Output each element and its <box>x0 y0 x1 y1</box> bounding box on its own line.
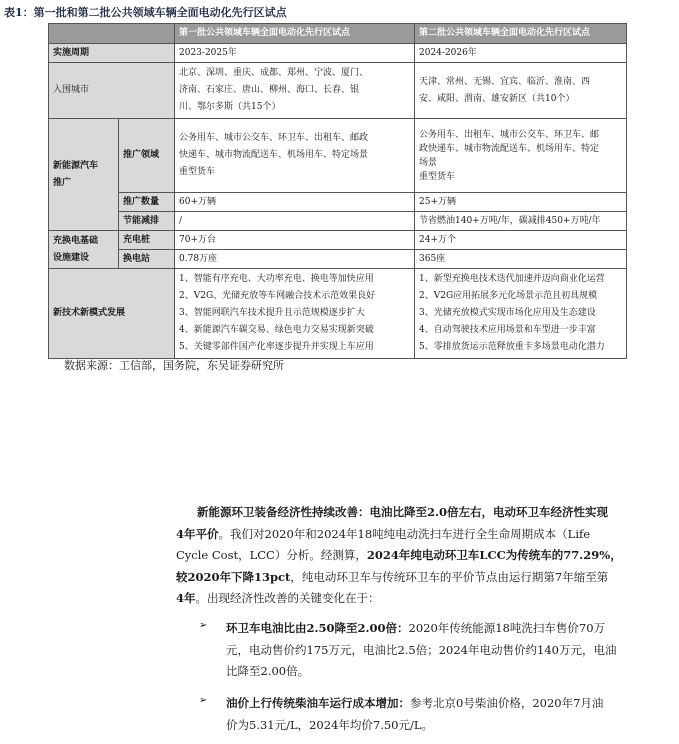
text-line: 1、新型充换电技术迭代加速并迈向商业化运营 <box>419 274 605 284</box>
text: Cycle Cost，LCC）分析。经测算， <box>176 548 367 563</box>
text-line: 政快递车、城市物流配送车、机场用车、特定 <box>419 143 600 154</box>
text-line: 充换电基础 <box>53 235 99 246</box>
text: 。我们对2020年和2024年18吨纯电动洗扫车进行全生命周期成本（Life <box>218 526 591 541</box>
text-line: 川、鄂尔多斯（共15个） <box>179 102 281 112</box>
bullet-line <box>226 693 632 715</box>
row-label-infra <box>49 231 119 269</box>
arrow-bullet-icon: ➢ <box>199 620 208 631</box>
data-source-note: 数据来源：工信部，国务院，东吴证券研究所 <box>64 359 284 372</box>
table-caption: 表1：第一批和第二批公共领域车辆全面电动化先行区试点 <box>4 6 287 19</box>
bold-text: 环卫车电油比由2.50降至2.00倍： <box>226 621 409 635</box>
text-line: 1、智能有序充电、大功率充电、换电等加快应用 <box>179 274 374 284</box>
text-line: 5、关键零部件国产化率逐步提升并实现上车应用 <box>179 342 374 352</box>
text-line: 3、光储充放模式实现市场化应用及生态建设 <box>419 308 596 318</box>
text-line: 重型货车 <box>179 167 216 177</box>
field-batch2 <box>415 119 627 193</box>
header-empty-cell <box>49 24 175 44</box>
swap-batch1: 0.78万座 <box>175 250 415 269</box>
text-line: 场景 <box>419 157 438 168</box>
row-label-period: 实施周期 <box>49 44 175 63</box>
row-label-nev <box>49 119 119 231</box>
sub-label-saving: 节能减排 <box>119 212 175 231</box>
text-line: 2、V2G、光储充放等车网融合技术示范效果良好 <box>179 291 376 301</box>
paragraph-line <box>176 524 634 546</box>
bullet-line: 价为5.31元/L，2024年均价7.50元/L。 <box>226 717 433 732</box>
table-row-nev-qty <box>49 193 627 212</box>
arrow-bullet-icon: ➢ <box>199 695 208 706</box>
table-row-nev-field <box>49 119 627 193</box>
text-line: 4、自动驾驶技术应用场景和车型进一步丰富 <box>419 325 596 335</box>
paragraph-line <box>176 567 634 589</box>
pilot-comparison-table <box>48 23 627 359</box>
period-batch1: 2023-2025年 <box>175 44 415 63</box>
text-line: 设施建设 <box>53 252 90 263</box>
bullet-content <box>226 618 632 683</box>
text-line: 4、新能源汽车碳交易、绿色电力交易实现新突破 <box>179 325 374 335</box>
sub-label-field: 推广领域 <box>119 119 175 193</box>
text-line: 2、V2G应用拓展多元化场景示范且初具规模 <box>419 291 598 301</box>
bullet-content <box>226 693 632 736</box>
economics-paragraph <box>176 502 634 610</box>
sub-label-swap: 换电站 <box>119 250 175 269</box>
text-line: 新能源汽车 <box>53 160 99 171</box>
period-batch2: 2024-2026年 <box>415 44 627 63</box>
bold-text: 较2020年下降13pct <box>176 569 291 584</box>
table-row-tech <box>49 269 627 359</box>
field-batch1 <box>175 119 415 193</box>
text: ，纯电动环卫车与传统环卫车的平价节点由运行期第7年缩至第 <box>290 569 609 584</box>
text: 。出现经济性改善的关键变化在于： <box>195 591 380 606</box>
bold-text: 4年平价 <box>176 526 219 541</box>
text-line: 5、零排放货运示范释放重卡多场景电动化潜力 <box>419 342 605 352</box>
text: 参考北京0号柴油价格，2020年7月油 <box>410 696 604 710</box>
table-row-infra-swap <box>49 250 627 269</box>
tech-batch2 <box>415 269 627 359</box>
sub-label-qty: 推广数量 <box>119 193 175 212</box>
bold-text: 油价上行传统柴油车运行成本增加： <box>226 696 410 710</box>
table-row-infra-charge <box>49 231 627 250</box>
cities-batch1 <box>175 63 415 119</box>
table-header-row <box>49 24 627 44</box>
swap-batch2: 365座 <box>415 250 627 269</box>
text-line: 济南、石家庄、唐山、柳州、海口、长春、银 <box>179 85 360 95</box>
paragraph-line: 新能源环卫装备经济性持续改善：电油比降至2.0倍左右，电动环卫车经济性实现 <box>197 505 609 519</box>
text-line: 重型货车 <box>419 171 456 182</box>
sub-label-charge: 充电桩 <box>119 231 175 250</box>
saving-batch1: / <box>175 212 415 231</box>
paragraph-line <box>176 588 634 610</box>
text-line: 推广 <box>53 177 72 188</box>
bullet-line <box>226 618 632 640</box>
row-label-tech: 新技术新模式发展 <box>49 269 175 359</box>
charge-batch1: 70+万台 <box>175 231 415 250</box>
row-label-cities: 入围城市 <box>49 63 175 119</box>
tech-batch1 <box>175 269 415 359</box>
text-line: 天津、常州、无锡、宜宾、临沂、淮南、西 <box>419 76 591 87</box>
bullet-line: 比降至2.00倍。 <box>226 664 310 679</box>
table-row-cities <box>49 63 627 119</box>
bullet-line: 元，电动售价约175万元，电油比2.5倍；2024年电动售价约140万元，电油 <box>226 642 617 657</box>
table-row-nev-saving <box>49 212 627 231</box>
header-batch2: 第二批公共领域车辆全面电动化先行区试点 <box>415 24 627 44</box>
text-line: 公务用车、出租车、城市公交车、环卫车、邮 <box>419 129 600 140</box>
text-line: 快递车、城市物流配送车、机场用车、特定场景 <box>179 150 369 160</box>
text-line: 公务用车、城市公交车、环卫车、出租车、邮政 <box>179 133 369 143</box>
qty-batch1: 60+万辆 <box>175 193 415 212</box>
header-batch1: 第一批公共领域车辆全面电动化先行区试点 <box>175 24 415 44</box>
charge-batch2: 24+万个 <box>415 231 627 250</box>
text-line: 安、咸阳、渭南、雄安新区（共10个） <box>419 93 575 104</box>
text-line: 北京、深圳、重庆、成都、郑州、宁波、厦门、 <box>179 68 369 78</box>
paragraph-line <box>176 545 634 567</box>
text-line: 3、智能网联汽车技术提升且示范规模逐步扩大 <box>179 308 365 318</box>
saving-batch2: 节省燃油140+万吨/年，碳减排450+万吨/年 <box>415 212 627 231</box>
bold-text: 2024年纯电动环卫车LCC为传统车的77.29%， <box>366 548 622 563</box>
bold-text: 4年 <box>176 591 196 606</box>
qty-batch2: 25+万辆 <box>415 193 627 212</box>
table-row-period <box>49 44 627 63</box>
text: 2020年传统能源18吨洗扫车售价70万 <box>408 621 606 635</box>
cities-batch2 <box>415 63 627 119</box>
